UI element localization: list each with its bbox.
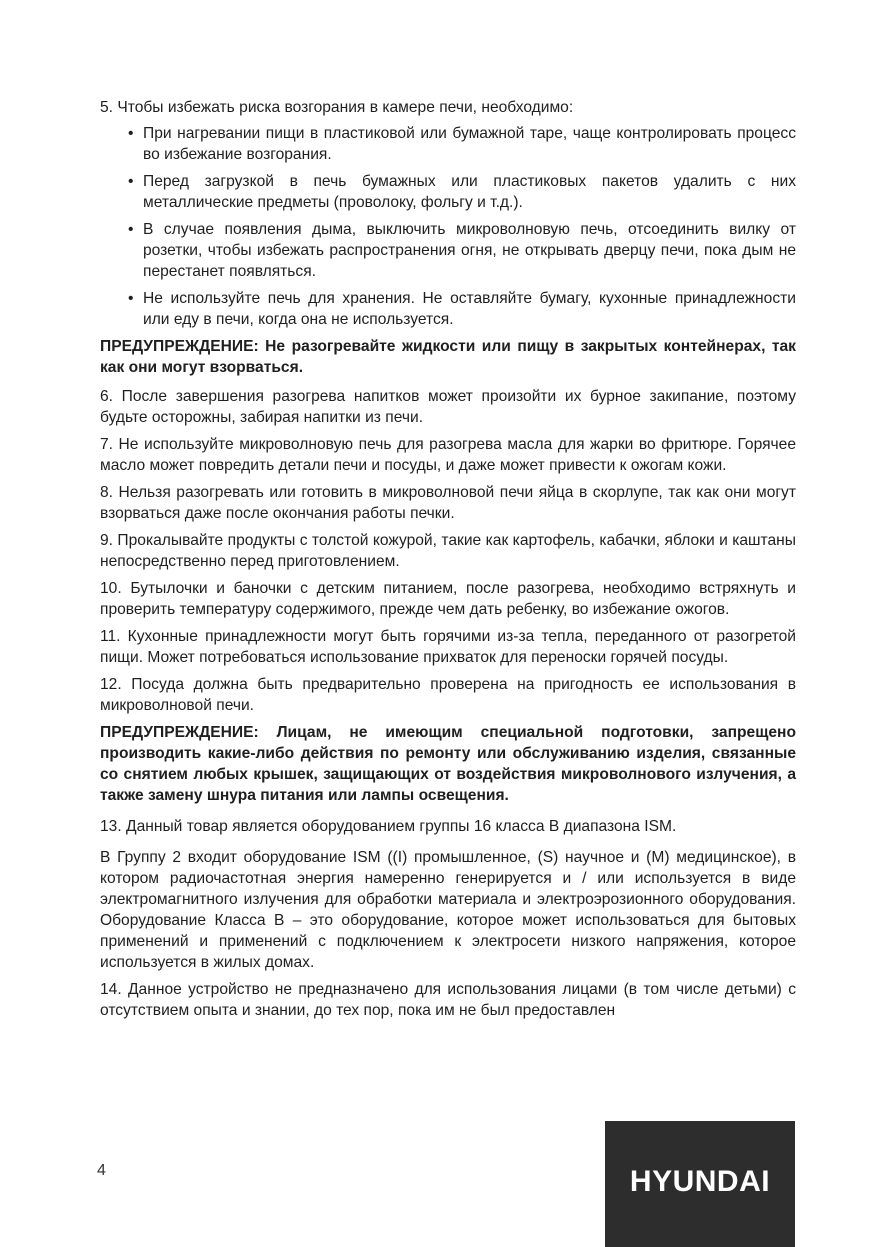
item-10: 10. Бутылочки и баночки с детским питанием, после разогрева, необходимо встряхнуть и проверить температуру содержимого, прежде чем дать ребенку, во избежание ожогов. bbox=[100, 580, 796, 618]
bullet-dot-icon: • bbox=[128, 125, 134, 142]
item-11: 11. Кухонные принадлежности могут быть горячими из-за тепла, переданного от разогретой пищи. Может потребоваться использование прихваток для переноски горячей посуды. bbox=[100, 628, 796, 666]
bullet-item bbox=[100, 288, 796, 330]
bullet-dot-icon: • bbox=[128, 221, 134, 238]
item-13: 13. Данный товар является оборудованием группы 16 класса В диапазона ISM. bbox=[100, 818, 677, 835]
item-5-lead: 5. Чтобы избежать риска возгорания в камере печи, необходимо: bbox=[100, 99, 574, 116]
item-14: 14. Данное устройство не предназначено для использования лицами (в том числе детьми) с отсутствием опыта и знании, до тех пор, пока им не был предоставлен bbox=[100, 981, 796, 1019]
warning-repair: ПРЕДУПРЕЖДЕНИЕ: Лицам, не имеющим специальной подготовки, запрещено производить какие-либо действия по ремонту или обслуживанию изделия, связанные со снятием любых крышек, защищающих от воздействия микроволнового излучения, а также замену шнура питания или лампы освещения. bbox=[100, 724, 796, 804]
page-number: 4 bbox=[97, 1162, 106, 1179]
item-8: 8. Нельзя разогревать или готовить в микроволновой печи яйца в скорлупе, так как они могут взорваться даже после окончания работы печки. bbox=[100, 484, 796, 522]
warning-closed-containers: ПРЕДУПРЕЖДЕНИЕ: Не разогревайте жидкости или пищу в закрытых контейнерах, так как они могут взорваться. bbox=[100, 338, 796, 376]
bullet-dot-icon: • bbox=[128, 290, 134, 307]
brand-logo bbox=[605, 1121, 795, 1247]
manual-page-body bbox=[100, 97, 796, 1027]
ism-group-description: В Группу 2 входит оборудование ISM ((I) промышленное, (S) научное и (M) медицинское), в котором радиочастотная энергия намеренно генерируется и / или используется в виде электромагнитного излучения для обработки материала и электроэрозионного оборудования. Оборудование Класса В – это оборудование, которое может использоваться для бытовых применений и применений с подключением к электросети низкого напряжения, которое используется в жилых домах. bbox=[100, 849, 796, 971]
item-12: 12. Посуда должна быть предварительно проверена на пригодность ее использования в микроволновой печи. bbox=[100, 676, 796, 714]
bullet-text: Не используйте печь для хранения. Не оставляйте бумагу, кухонные принадлежности или еду в печи, когда она не используется. bbox=[143, 290, 796, 328]
bullet-item bbox=[100, 219, 796, 282]
item-9: 9. Прокалывайте продукты с толстой кожурой, такие как картофель, кабачки, яблоки и каштаны непосредственно перед приготовлением. bbox=[100, 532, 796, 570]
brand-logo-text: HYUNDAI bbox=[629, 1165, 771, 1198]
bullet-item bbox=[100, 171, 796, 213]
item-6: 6. После завершения разогрева напитков может произойти их бурное закипание, поэтому будьте осторожны, забирая напитки из печи. bbox=[100, 388, 796, 426]
bullet-text: Перед загрузкой в печь бумажных или пластиковых пакетов удалить с них металлические предметы (проволоку, фольгу и т.д.). bbox=[143, 173, 796, 211]
bullet-dot-icon: • bbox=[128, 173, 134, 190]
bullet-text: При нагревании пищи в пластиковой или бумажной таре, чаще контролировать процесс во избежание возгорания. bbox=[143, 125, 796, 163]
bullet-text: В случае появления дыма, выключить микроволновую печь, отсоединить вилку от розетки, чтобы избежать распространения огня, не открывать дверцу печи, пока дым не перестанет появляться. bbox=[143, 221, 796, 280]
item-7: 7. Не используйте микроволновую печь для разогрева масла для жарки во фритюре. Горячее масло может повредить детали печи и посуды, и даже может привести к ожогам кожи. bbox=[100, 436, 796, 474]
bullet-item bbox=[100, 123, 796, 165]
item-5-bullet-list bbox=[100, 123, 796, 330]
